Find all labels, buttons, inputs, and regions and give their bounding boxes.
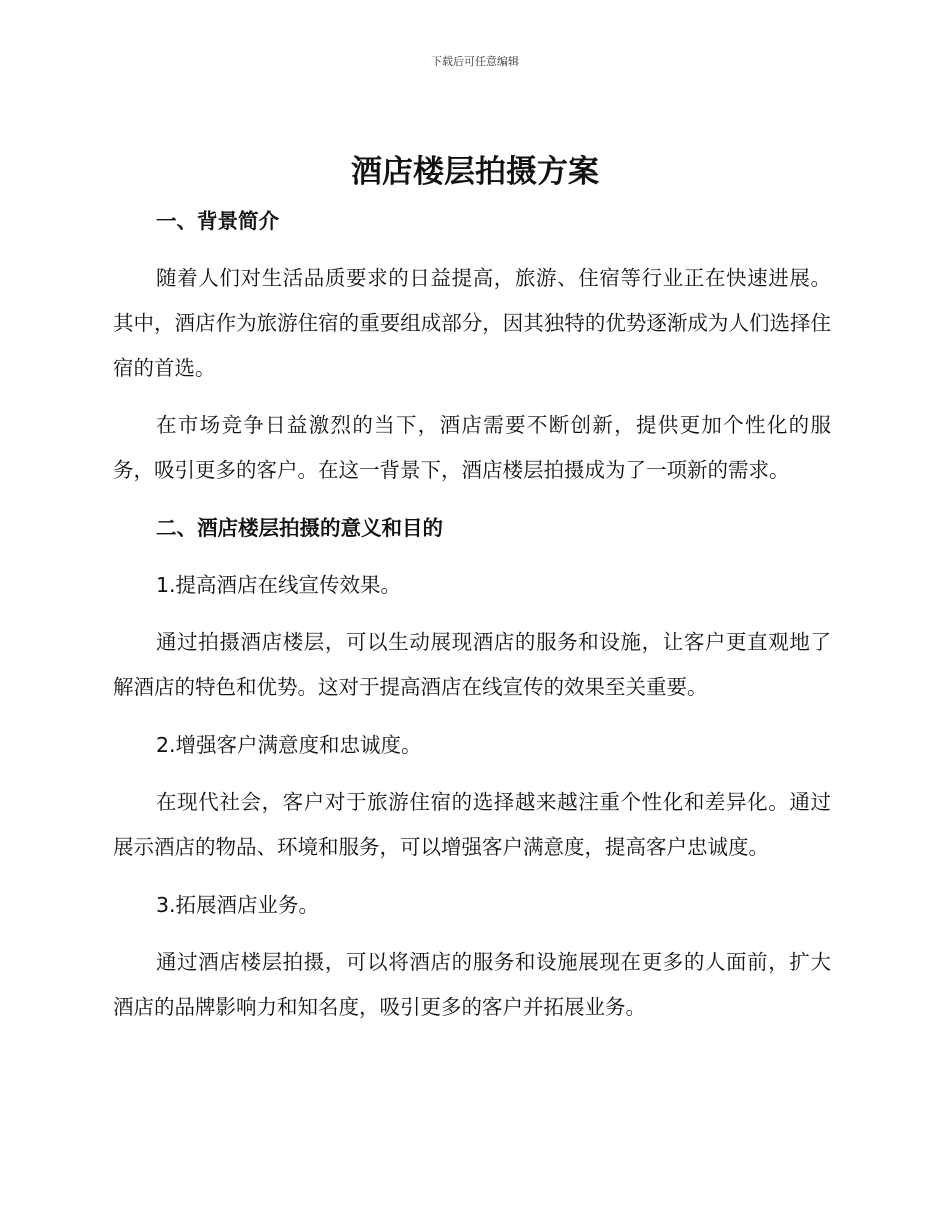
paragraph-background-1: 随着人们对生活品质要求的日益提高，旅游、住宿等行业正在快速进展。其中，酒店作为旅游住宿的重要组成部分，因其独特的优势逐渐成为人们选择住宿的首选。 [113, 266, 831, 380]
item-paragraph-3: 通过酒店楼层拍摄，可以将酒店的服务和设施展现在更多的人面前，扩大酒店的品牌影响力和知名度，吸引更多的客户并拓展业务。 [113, 950, 831, 1019]
page-header-note: 下载后可任意编辑 [431, 55, 519, 68]
paragraph-background-2: 在市场竞争日益激烈的当下，酒店需要不断创新，提供更加个性化的服务，吸引更多的客户。在这一背景下，酒店楼层拍摄成为了一项新的需求。 [113, 413, 831, 482]
item-paragraph-1: 通过拍摄酒店楼层，可以生动展现酒店的服务和设施，让客户更直观地了解酒店的特色和优势。这对于提高酒店在线宣传的效果至关重要。 [113, 630, 831, 699]
section-heading-background: 一、背景简介 [156, 209, 279, 233]
item-title-1: 1.提高酒店在线宣传效果。 [156, 573, 402, 597]
item-title-2: 2.增强客户满意度和忠诚度。 [156, 733, 422, 757]
section-heading-purpose: 二、酒店楼层拍摄的意义和目的 [156, 516, 443, 540]
document-title: 酒店楼层拍摄方案 [351, 154, 599, 190]
item-title-3: 3.拓展酒店业务。 [156, 893, 320, 917]
item-paragraph-2: 在现代社会，客户对于旅游住宿的选择越来越注重个性化和差异化。通过展示酒店的物品、环境和服务，可以增强客户满意度，提高客户忠诚度。 [113, 790, 831, 859]
